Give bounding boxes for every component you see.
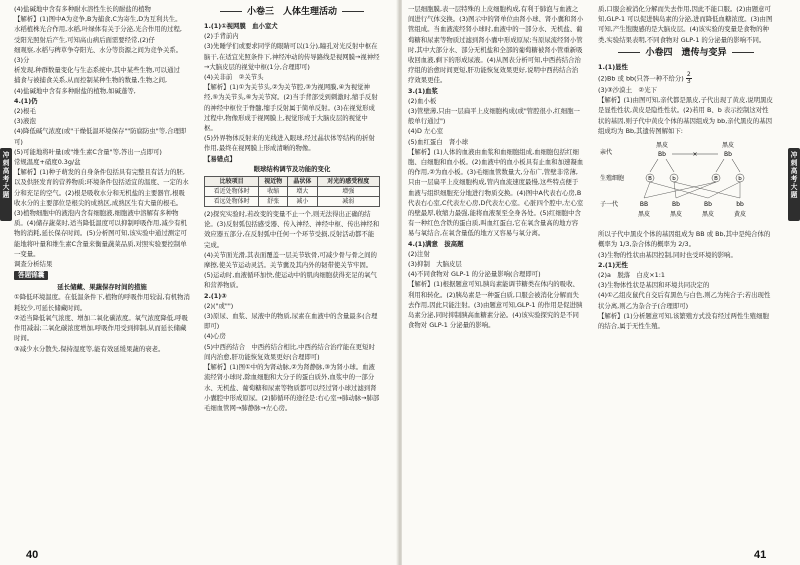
tab-char: 高 bbox=[790, 167, 798, 175]
question-number: 4.(1)仍 bbox=[14, 96, 38, 105]
left-col-1 bbox=[14, 4, 190, 552]
table-row bbox=[205, 197, 380, 207]
answer-line: (4)心房 bbox=[204, 332, 226, 341]
analysis-text: 【解析】(1)种子萌发的自身条件包括具有完整且有活力的胚,以及供胚发育的营养物质;环境条件包括适宜的温度、一定的水分和充足的空气。(2)根是吸收水分和无机盐的主要器官,根吸收水分的主要部位是根尖的成熟区,成熟区生有大量的根毛。(3)植物细胞中的液泡内含有细胞液,细胞液中溶解有多种物质。(4)储存蔬菜时,适当降低温度可以抑制呼吸作用,减少有机物的消耗,延长保存时间。(5)分析图可知,该实验中通过测定可能地将叶量和维生素C含量来衡量蔬菜品质,对照实验要控制单一变量。 bbox=[14, 168, 189, 258]
cross-path bbox=[644, 182, 716, 198]
table-cell: 增强 bbox=[317, 187, 380, 197]
table-cell: 减弱 bbox=[317, 197, 380, 207]
answer-line: (3)先睡学们或要求同学的眼睛可以(1分),瞳孔对光反射中枢在脑干,在适宜光照条件下,神经冲动的传导路线是视网膜→视神经→大脑皮层的视觉中枢(1分,合理即可) bbox=[204, 42, 380, 71]
branch-line bbox=[732, 159, 740, 172]
answer-line: (4)D 左心室 bbox=[408, 127, 444, 136]
left-page bbox=[0, 0, 398, 565]
text-line: (3)生物的性状由基因控制,同时也受环境的影响。 bbox=[598, 250, 737, 259]
text-line: (4)盐碱地中含有多种耐盐的植物,如碱蓬等, bbox=[14, 86, 136, 95]
table-header: 对光的感受程度 bbox=[317, 177, 380, 187]
offspring-genotype: bb bbox=[736, 201, 744, 209]
gamete-allele: b bbox=[672, 176, 676, 183]
offspring-label: 子一代 bbox=[600, 201, 619, 209]
text-line: 所以子代中黑皮个体的基因组成为 BB 或 Bb,其中是纯合体的概率为 1/3,杂合体的概率为 2/3。 bbox=[598, 230, 771, 249]
answer-line: (3)管壁薄,只由一层扁平上皮细胞构成(或"管腔很小,红细胞一般单行通过") bbox=[408, 107, 580, 126]
table-cell: 收缩 bbox=[259, 187, 288, 197]
answer-line: (2)血小板 bbox=[408, 96, 437, 105]
text-line: 水稻植株光合作用,水稻,叶绿体有关于分泌,光合作用的过程, bbox=[14, 25, 182, 34]
left-side-tab bbox=[0, 148, 12, 221]
answer-line: (3)生物体性状是基因和环境共同决定的 bbox=[598, 281, 710, 290]
question-number: 3.(1)血浆 bbox=[408, 86, 438, 95]
answer-line: 常规温度+硝度0.3g/盆 bbox=[14, 158, 81, 167]
table-cell: 看远处物体时 bbox=[205, 197, 259, 207]
page-number: 40 bbox=[26, 549, 39, 561]
table-cell: 舒张 bbox=[259, 197, 288, 207]
branch-line bbox=[716, 159, 724, 172]
tips-title: 延长储藏、果蔬保存时间的措施 bbox=[57, 283, 147, 292]
parents-label: 亲代 bbox=[600, 149, 613, 157]
gamete-allele: b bbox=[738, 176, 742, 183]
answer-line: (4)降低碱气浓度(或"干燥低温环境保存""防腐防虫"等,合理即可) bbox=[14, 127, 187, 146]
cross-path bbox=[676, 182, 716, 198]
text-line: 析发现,种群数量变化与生态系统中,其中某些生物,可以通过 bbox=[14, 66, 180, 75]
answer-line: (2)("或"") bbox=[204, 301, 234, 310]
question-number: 2.(1)③ bbox=[204, 291, 227, 300]
tab-char: 大 bbox=[2, 183, 10, 191]
text-line: (5)外界物体反射来的光线进入眼球,经过晶状体等结构的折射作用,最终在视网膜上形成清晰的物像。 bbox=[204, 134, 375, 153]
cross-path bbox=[644, 182, 650, 198]
left-col-2 bbox=[204, 4, 380, 552]
offspring-genotype: Bb bbox=[672, 201, 680, 209]
answer-line: (5)中西药结合 中西药结合相比,中西药结合治疗能在更短时间内治愈,肝功能恢复效果更好(合理即可) bbox=[204, 342, 375, 361]
tab-char: 高 bbox=[2, 167, 10, 175]
text-line: (4)盐碱地中含有多种耐水溶性生长的耐盐的植物 bbox=[14, 5, 151, 13]
table-cell: 看近处物体时 bbox=[205, 187, 259, 197]
tab-char: 大 bbox=[790, 183, 798, 191]
offspring-phenotype: 黄皮 bbox=[733, 211, 747, 219]
answer-line: (4)不同食物对 GLP-1 的分泌量影响(合理即可) bbox=[408, 270, 541, 279]
text-line: 质,口服会被消化分解而失去作用,因此不能口服。(2)由题意可知,GLP-1 可以促进胰岛素的分泌,进而降低血糖浓度。(3)由图可知,产生饱腹感的是大脑皮层。(4)该实验的变量是食物的种类,实验结果表明,不同食物对 GLP-1 的分泌量的影响不同。 bbox=[598, 5, 773, 44]
analysis-text: 【解析】(1)分析题意可知,该繁殖方式没有经过两性生殖细胞的结合,属于无性生殖。 bbox=[598, 311, 769, 331]
question-number: 1.(1)显性 bbox=[598, 62, 628, 71]
analysis-text: 【解析】(1)根据题意可知,胰岛素能调节糖类在体内的吸收、利用和转化。(2)胰岛素是一种蛋白质,口服会被消化分解而失去作用,因此只能注射。(3)由题意可知,GLP-1 的作用是促进胰岛素分泌,同时抑制胰高血糖素分泌。(4)该实验探究的是不同食物对 GLP-1 分泌量的影响。 bbox=[408, 280, 583, 330]
answer-line: (3)③沙漠土 ②光下 bbox=[598, 86, 657, 95]
analysis-text: 【解析】(1)由图可知,亲代都是黑皮,子代出现了黄皮,说明黑皮是显性性状,黄皮是隐性性状。(2)若用 B、b 表示控制这对性状的基因,则子代中黄皮个体的基因组成为 bb,亲代黑皮的基因组成均为 Bb,其遗传图解如下: bbox=[598, 96, 773, 135]
fraction-denominator: 3 bbox=[686, 78, 691, 86]
answer-line: (3)液泡 bbox=[14, 117, 36, 126]
offspring-genotype: BB bbox=[639, 201, 649, 209]
gamete-allele: B bbox=[648, 176, 652, 183]
error-prone-label: 【易错点】 bbox=[204, 154, 236, 163]
section-title: 小卷三 人体生理活动 bbox=[204, 6, 380, 19]
tab-char: 冲 bbox=[790, 151, 798, 159]
text-line: 细观察,水稻与稗草争夺阳光、水分等资源之间为竞争关系。(3)分 bbox=[14, 45, 183, 65]
question-number: 2.(1)无性 bbox=[598, 260, 628, 269]
text-line: (4)关节面光滑,其表面覆盖一层关节软骨,可减少骨与骨之间的摩擦,使关节运动灵活。关节囊及其内外的韧带使关节牢固。(5)运动时,血液循环加快,使运动中的肌肉细胞获得充足的氧气和营养物质。 bbox=[204, 250, 377, 290]
tab-char: 刺 bbox=[2, 159, 10, 167]
comparison-table bbox=[204, 176, 380, 207]
table-header: 视近物 bbox=[259, 177, 288, 187]
tab-char: 冲 bbox=[2, 151, 10, 159]
answer-tips-label: 答题锦囊 bbox=[14, 271, 48, 280]
table-cell: 增大 bbox=[288, 187, 317, 197]
table-title: 眼球结构调节及功能的变化 bbox=[253, 164, 331, 173]
parent1-genotype: Bb bbox=[658, 151, 666, 159]
table-header: 晶状体 bbox=[288, 177, 317, 187]
branch-line bbox=[666, 159, 674, 172]
analysis-text: 【解析】(1)人体的血液由血浆和血细胞组成,血细胞包括红细胞、白细胞和血小板。(2)血液中的血小板具有止血和加速凝血的作用,②为血小板。(3)毛细血管数量大,分布广,管壁非常薄,只由一层扁平上皮细胞构成,管内血流速度最慢,这些特点便于血液与组织细胞充分地进行物质交换。(4)图中A代表右心房,B代表右心室,C代表左心房,D代表左心室。心脏四个腔中,左心室的壁最厚,收缩力最强,能将血液泵至全身各处。(5)红细胞中含有一种红色含铁的蛋白质,叫血红蛋白,它在氧含量高的地方容易与氧结合,在氧含量低的地方又容易与氧分离。 bbox=[408, 147, 584, 238]
right-side-tab bbox=[788, 148, 800, 221]
branch-line bbox=[650, 159, 658, 172]
answer-line: (5)血红蛋白 肾小球 bbox=[408, 137, 469, 146]
tab-char: 题 bbox=[2, 191, 10, 199]
text-line: 【解析】(1)图中A为竞争,B为捕食,C为寄生,D为互利共生。 bbox=[14, 15, 182, 24]
tab-char: 考 bbox=[2, 175, 10, 183]
tab-char: 考 bbox=[790, 175, 798, 183]
right-page bbox=[402, 0, 800, 565]
offspring-phenotype: 黑皮 bbox=[669, 211, 683, 219]
answer-line: (5)可能地将叶量(或"维生素C含量"等,答出一点即可) bbox=[14, 147, 162, 156]
fraction bbox=[686, 72, 692, 85]
cross-path bbox=[708, 182, 740, 198]
fraction-numerator: 2 bbox=[686, 71, 691, 79]
cross-path bbox=[650, 182, 708, 198]
analysis-text: 【解析】(1)①为关节头,②为关节腔,③为视网膜,④为视觉神经,⑤为关节头,⑥为关节窝。(2)当手背部受到刺激时,缩手反射的神经中枢位于脊髓,缩手反射属于简单反射。(3)在视觉形成过程中,物像形成于视网膜上,视觉形成于大脑皮层的视觉中枢。 bbox=[204, 83, 378, 133]
answer-line: (4)①乙组皮鼠代自交后有黑色与白色,则乙为纯合子;若出现性状分离,则乙为杂合子(合理即可) bbox=[598, 291, 771, 310]
tip-item: ③减少水分散失,保持湿度等,能有效延缓果蔬的衰老。 bbox=[14, 344, 165, 353]
tab-char: 刺 bbox=[790, 159, 798, 167]
gamete-allele: B bbox=[714, 176, 718, 183]
pedigree-diagram bbox=[598, 138, 774, 224]
parent2-phenotype: 黑皮 bbox=[721, 142, 735, 150]
text-line: 捕食与被捕食关系,从而控制某种生物的数量,生物之间, bbox=[14, 76, 168, 85]
answer-line: (2)手背前内 bbox=[204, 32, 239, 41]
text-line: 一层细胞膜,表一层特殊的上皮细胞构成,有利于肺泡与血液之间进行气体交换。(3)图示中的肾单位由肾小球、肾小囊和肾小管组成。当血液流经肾小球时,血液中的一部分水、无机盐、葡萄糖和尿素等物质过滤到肾小囊中形成原尿;当原尿流经肾小管时,其中大部分水、部分无机盐和全部的葡萄糖被肾小管重新吸收回血液,剩下的形成尿液。(4)从图表分析可知,中西药结合治疗组的治愈时间更短,肝功能恢复效果更好,说明中西药结合治疗效果更佳。 bbox=[408, 5, 584, 85]
table-header-row bbox=[205, 177, 380, 187]
right-col-2 bbox=[598, 4, 774, 552]
parent2-genotype: Bb bbox=[724, 151, 732, 159]
text-line: (2)探究实验时,若改变的变量不止一个,则无法得出正确的结论。(3)反射弧包括感受器、传入神经、神经中枢、传出神经和效应器五部分,在反射弧中任何一个环节受损,反射活动都不能完成。 bbox=[204, 210, 380, 249]
page-number: 41 bbox=[754, 549, 767, 561]
cross-path bbox=[674, 182, 740, 198]
tip-item: ②适当降低氧气浓度、增加二氧化碳浓度。氧气浓度降低,呼吸作用减弱;二氧化碳浓度增加,呼吸作用受到抑制,从而延长储藏时间。 bbox=[14, 313, 188, 343]
answer-text: (2)Bb 或 bb(只答一种不给分) bbox=[598, 74, 684, 83]
answer-line: (2)a 脱落 白皮×1:1 bbox=[598, 271, 665, 280]
offspring-genotype: Bb bbox=[704, 201, 712, 209]
gametes-label: 生殖细胞 bbox=[600, 175, 625, 183]
question-number: 4.(1)满意 拔高题 bbox=[408, 239, 464, 248]
offspring-phenotype: 黑皮 bbox=[637, 211, 651, 219]
answer-line bbox=[598, 72, 774, 85]
parent1-phenotype: 黑皮 bbox=[655, 142, 669, 150]
answer-line: (3)原尿、血浆、尿液中的物质,尿素在血液中的含量最多(合理即可) bbox=[204, 312, 378, 331]
text-line: 受阳光照射后产生,可知高山病后面需要经常,(2)仔 bbox=[14, 35, 155, 44]
answer-line: (4)关非前 ②关节头 bbox=[204, 73, 264, 82]
cross-path bbox=[674, 182, 676, 198]
answer-line: (2)根毛 bbox=[14, 107, 36, 116]
table-cell: 减小 bbox=[288, 197, 317, 207]
analysis-text: 【解析】(1)图①中的为肾动脉,②为肾静脉,③为肾小球。血液流经肾小球时,除血细胞和大分子的蛋白质外,血浆中的一部分水、无机盐、葡萄糖和尿素等物质都可以经过肾小球过滤到肾小囊腔中形成原尿。(2)肺循环的途径是:右心室→肺动脉→肺部毛细血管网→肺静脉→左心房。 bbox=[204, 363, 380, 412]
table-header: 比较项目 bbox=[205, 177, 259, 187]
tip-item: ①降低环境温度。在低温条件下,植物的呼吸作用较弱,有机物消耗较少,可延长储藏时间。 bbox=[14, 293, 190, 312]
cross-symbol: × bbox=[692, 151, 698, 159]
text-line: 调查分析结果 bbox=[14, 260, 53, 269]
question-number: 1.(1)①视网膜 血小室犬 bbox=[204, 22, 278, 30]
right-col-1 bbox=[408, 4, 584, 552]
tab-char: 题 bbox=[790, 191, 798, 199]
offspring-phenotype: 黑皮 bbox=[701, 211, 715, 219]
answer-line: (2)注射 bbox=[408, 249, 430, 258]
answer-line: (3)抑制 大脑皮层 bbox=[408, 260, 462, 269]
section-title: 小卷四 遗传与变异 bbox=[598, 47, 774, 60]
table-row bbox=[205, 187, 380, 197]
